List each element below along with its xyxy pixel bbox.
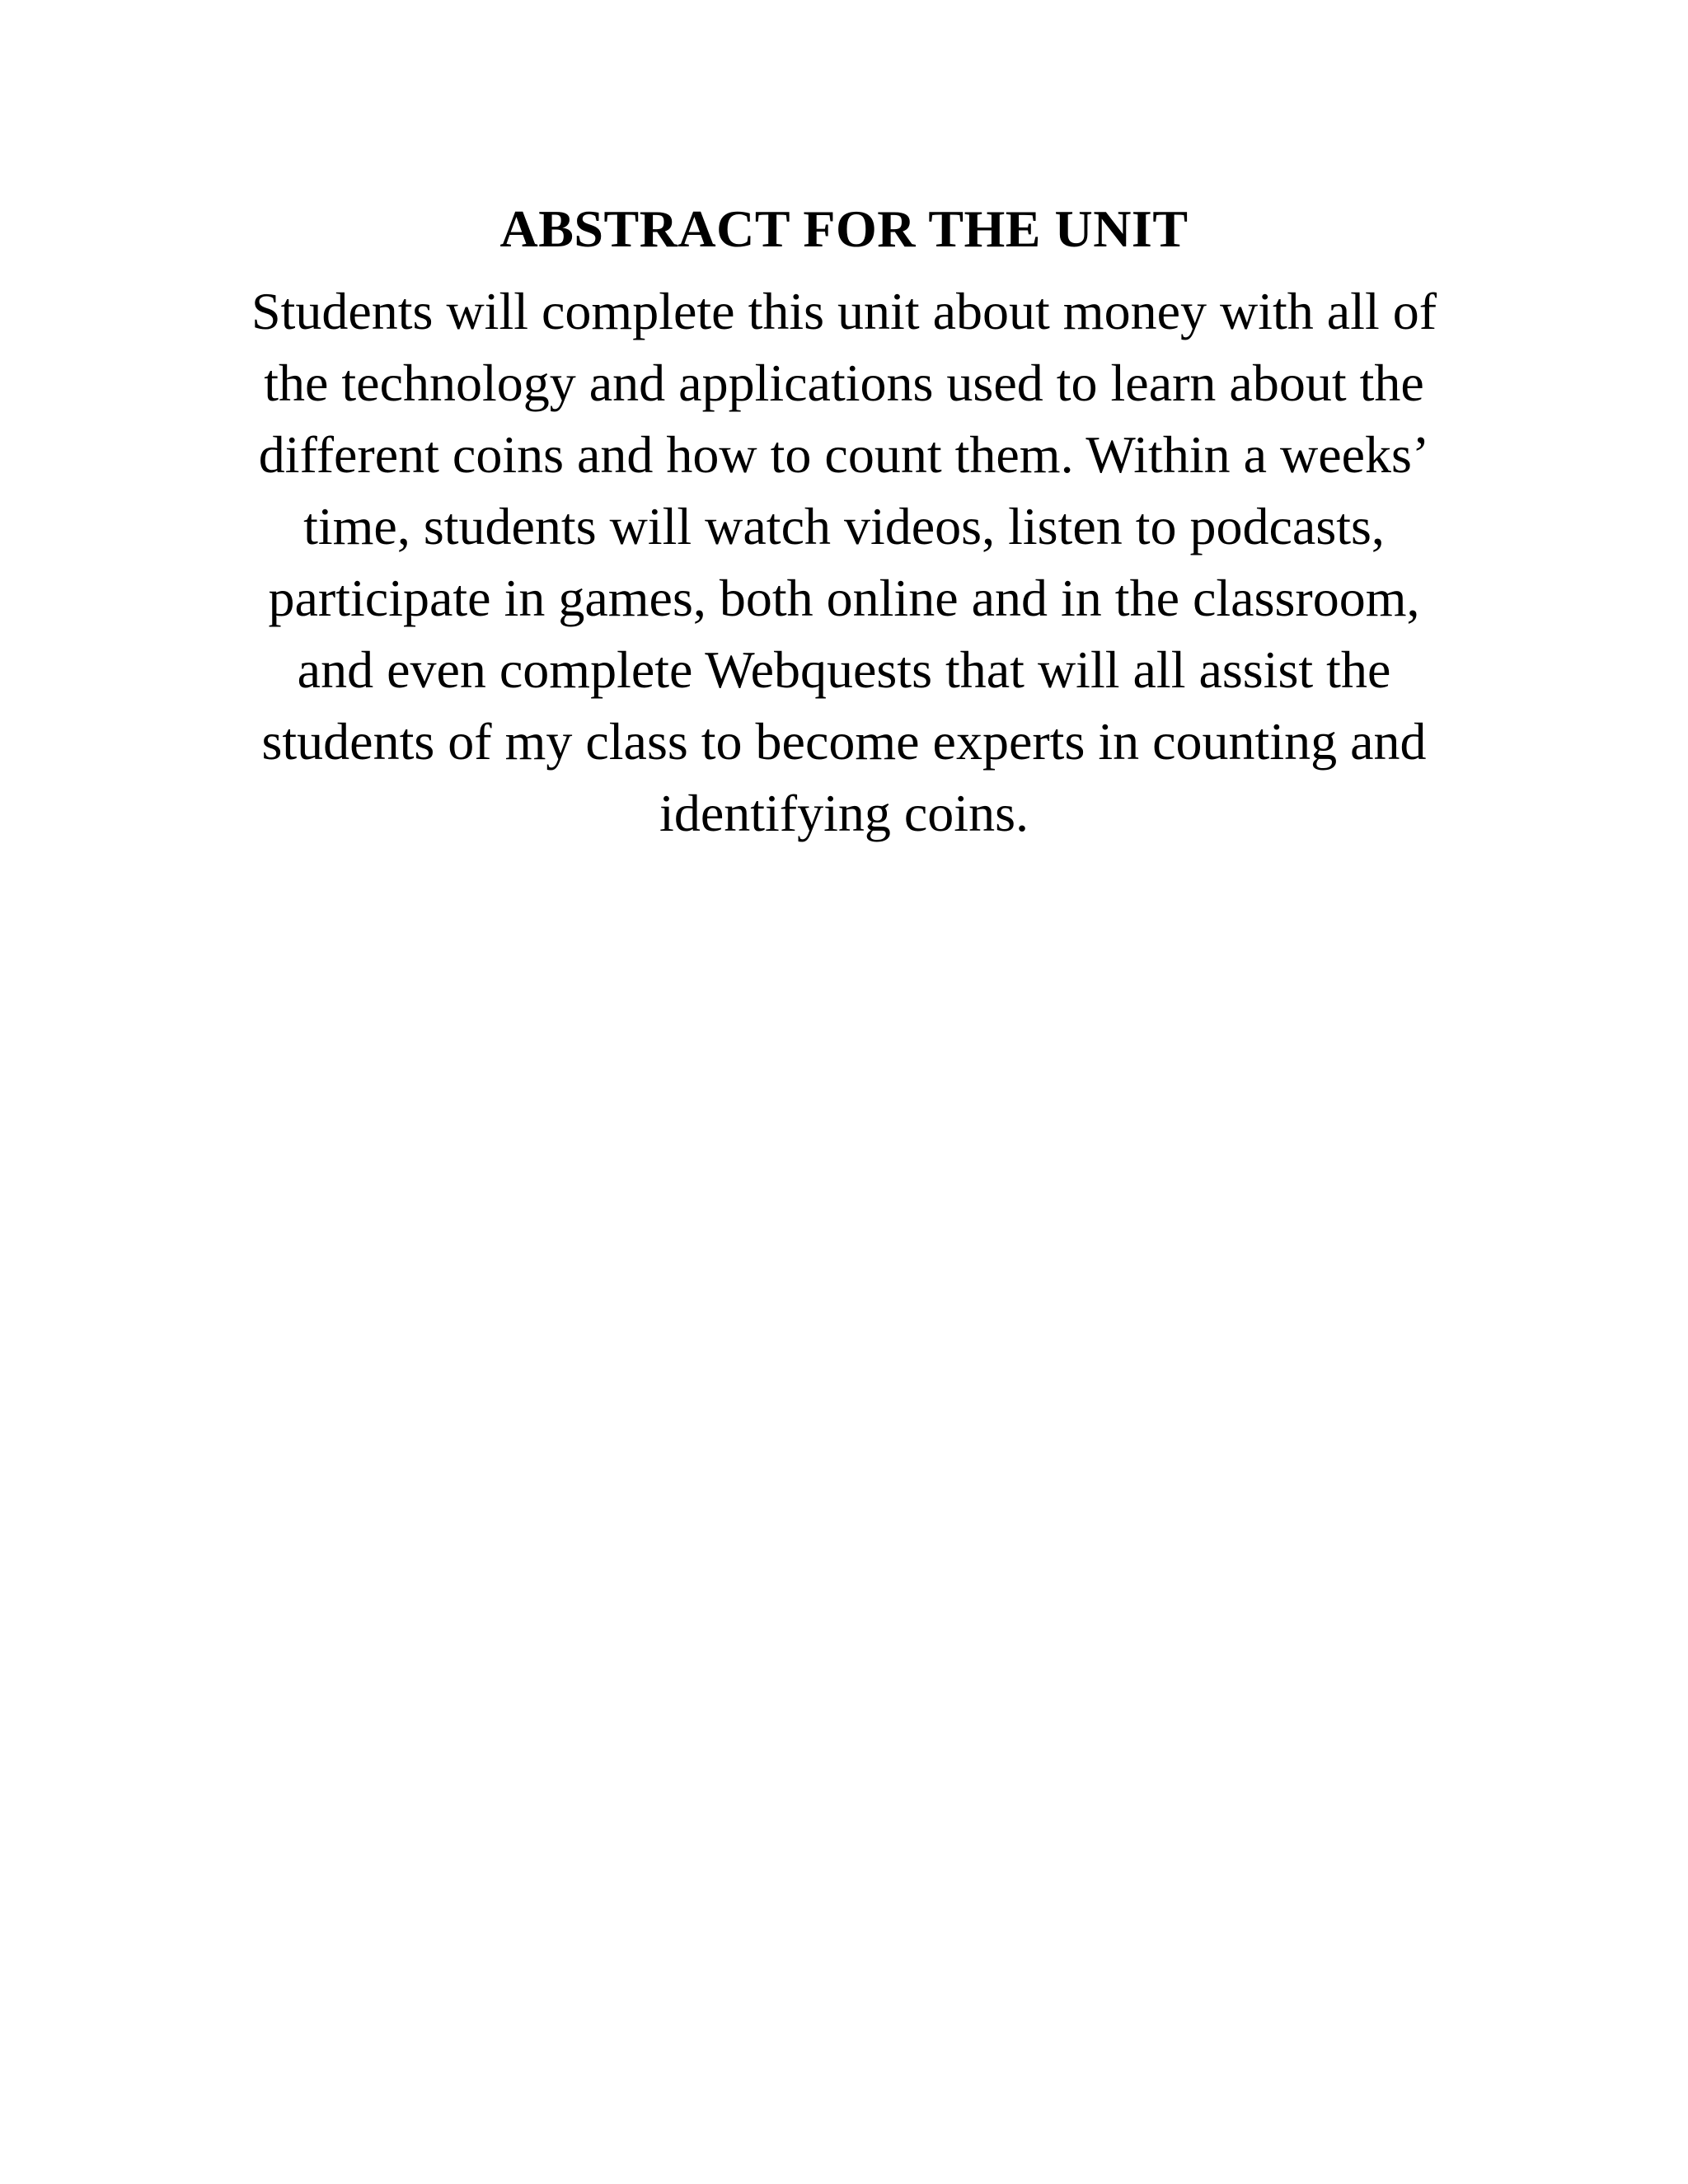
abstract-body-line: students of my class to become experts in counting and bbox=[261, 712, 1427, 771]
abstract-body-line: different coins and how to count them. Within a weeks’ bbox=[258, 425, 1430, 484]
abstract-title: ABSTRACT FOR THE UNIT bbox=[499, 199, 1189, 258]
abstract-body-line: Students will complete this unit about money with all of bbox=[251, 282, 1437, 340]
abstract-body-line: participate in games, both online and in the classroom, bbox=[268, 569, 1420, 627]
abstract-body bbox=[214, 275, 1474, 849]
abstract-body-line: the technology and applications used to learn about the bbox=[264, 354, 1424, 412]
abstract-section bbox=[214, 190, 1474, 849]
abstract-body-line: and even complete Webquests that will all assist the bbox=[297, 640, 1391, 699]
abstract-body-line: time, students will watch videos, listen to podcasts, bbox=[303, 497, 1385, 555]
abstract-body-line: identifying coins. bbox=[659, 784, 1029, 842]
